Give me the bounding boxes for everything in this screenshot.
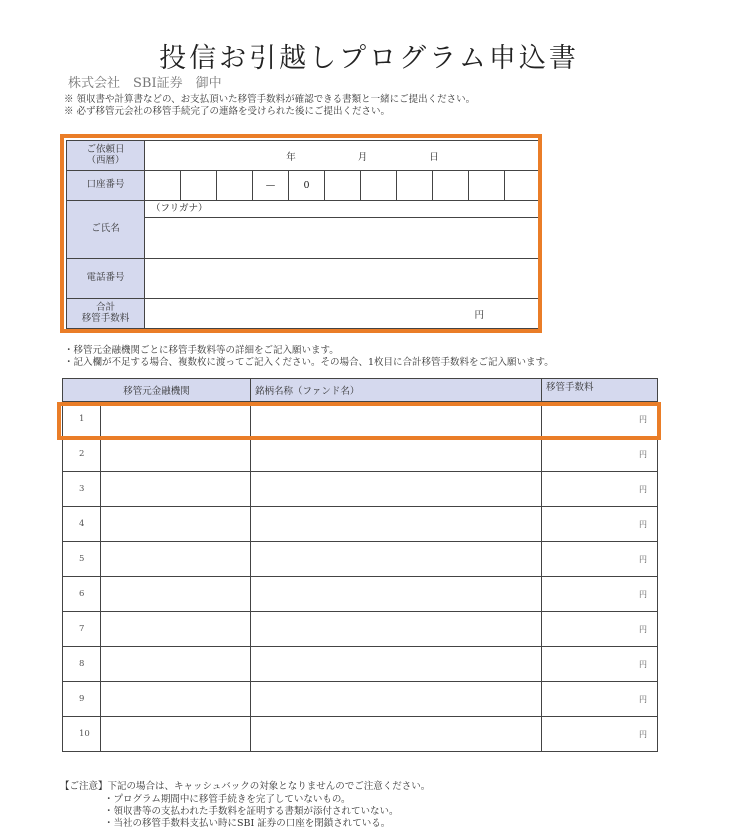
row-number: 6 [63,577,101,612]
row-number: 4 [63,507,101,542]
row-number: 9 [63,682,101,717]
table-row [63,717,658,752]
table-row [63,682,658,717]
account-digit[interactable] [217,171,253,201]
account-digit[interactable] [145,171,181,201]
table-row [63,612,658,647]
table-row [63,542,658,577]
fund-name-cell[interactable] [251,472,542,507]
day-label: 日 [429,151,439,163]
account-digit[interactable] [469,171,505,201]
name-label: ご氏名 [67,201,145,259]
row-number: 2 [63,437,101,472]
row-number: 3 [63,472,101,507]
fund-name-cell[interactable] [251,402,542,437]
caution-heading: 【ご注意】下記の場合は、キャッシュバックの対象となりませんのでご注意ください。 [60,781,431,792]
form-title: 投信お引越しプログラム申込書 [159,43,579,74]
fund-name-cell[interactable] [251,682,542,717]
account-digit[interactable] [361,171,397,201]
account-digit[interactable] [325,171,361,201]
source-institution-cell[interactable] [101,612,251,647]
header-source-institution: 移管元金融機関 [63,379,251,402]
fund-name-cell[interactable] [251,717,542,752]
phone-field[interactable] [145,259,541,299]
transfer-fee-cell[interactable]: 円 [542,542,658,577]
row-number: 7 [63,612,101,647]
name-field[interactable] [145,201,541,259]
date-label: ご依頼日 （西暦） [67,141,145,171]
table-row [63,472,658,507]
date-field[interactable] [145,141,541,171]
source-institution-cell[interactable] [101,472,251,507]
company-addressee: 株式会社 SBI証券 御中 [68,76,222,91]
row-number: 5 [63,542,101,577]
header-fund-name: 銘柄名称（ファンド名） [251,379,542,402]
year-label: 年 [286,151,296,163]
transfer-fee-cell[interactable]: 円 [542,437,658,472]
table-row [63,437,658,472]
total-fee-field[interactable] [145,299,541,329]
source-institution-cell[interactable] [101,577,251,612]
account-digit[interactable] [181,171,217,201]
total-fee-label: 合計 移管手数料 [67,299,145,329]
table-row [63,647,658,682]
transfer-fee-cell[interactable]: 円 [542,682,658,717]
table-row [63,402,658,437]
source-institution-cell[interactable] [101,647,251,682]
transfer-fee-cell[interactable]: 円 [542,577,658,612]
instruction-line: ・移管元金融機関ごとに移管手数料等の詳細をご記入願います。 [64,345,339,356]
transfer-fee-cell[interactable]: 円 [542,472,658,507]
account-digit[interactable] [433,171,469,201]
phone-label: 電話番号 [67,259,145,299]
applicant-info-table [66,140,541,329]
furigana-label: （フリガナ） [145,201,540,218]
row-number: 1 [63,402,101,437]
account-digit[interactable] [505,171,541,201]
source-institution-cell[interactable] [101,437,251,472]
transfer-fee-cell[interactable]: 円 [542,612,658,647]
yen-label: 円 [474,309,485,321]
note-line: ※ 必ず移管元会社の移管手続完了の連絡を受けられた後にご提出ください。 [64,106,391,117]
fund-name-cell[interactable] [251,612,542,647]
transfer-fee-cell[interactable]: 円 [542,647,658,682]
caution-item: ・当社の移管手数料支払い時にSBI 証券の口座を閉鎖されている。 [104,818,391,829]
table-row [63,507,658,542]
row-number: 8 [63,647,101,682]
source-institution-cell[interactable] [101,507,251,542]
source-institution-cell[interactable] [101,542,251,577]
fund-name-cell[interactable] [251,507,542,542]
fund-name-cell[interactable] [251,437,542,472]
transfer-fee-table [62,378,658,752]
account-digit[interactable] [397,171,433,201]
table-row [63,577,658,612]
fund-name-cell[interactable] [251,647,542,682]
account-dash: — [253,171,289,201]
month-label: 月 [357,151,368,163]
transfer-fee-cell[interactable]: 円 [542,717,658,752]
row-number: 10 [63,717,101,752]
source-institution-cell[interactable] [101,717,251,752]
instruction-line: ・記入欄が不足する場合、複数枚に渡ってご記入ください。その場合、1枚目に合計移管手数料をご記入願います。 [64,357,554,368]
transfer-fee-cell[interactable]: 円 [542,507,658,542]
header-transfer-fee: 移管手数料 [542,379,658,402]
transfer-fee-cell[interactable]: 円 [542,402,658,437]
account-label: 口座番号 [67,171,145,201]
source-institution-cell[interactable] [101,682,251,717]
fund-name-cell[interactable] [251,542,542,577]
caution-item: ・プログラム期間中に移管手続きを完了していないもの。 [104,794,351,805]
caution-item: ・領収書等の支払われた手数料を証明する書類が添付されていない。 [104,806,399,817]
fund-name-cell[interactable] [251,577,542,612]
account-zero: 0 [289,171,325,201]
source-institution-cell[interactable] [101,402,251,437]
note-line: ※ 領収書や計算書などの、お支払頂いた移管手数料が確認できる書類と一緒にご提出ください。 [64,94,476,105]
